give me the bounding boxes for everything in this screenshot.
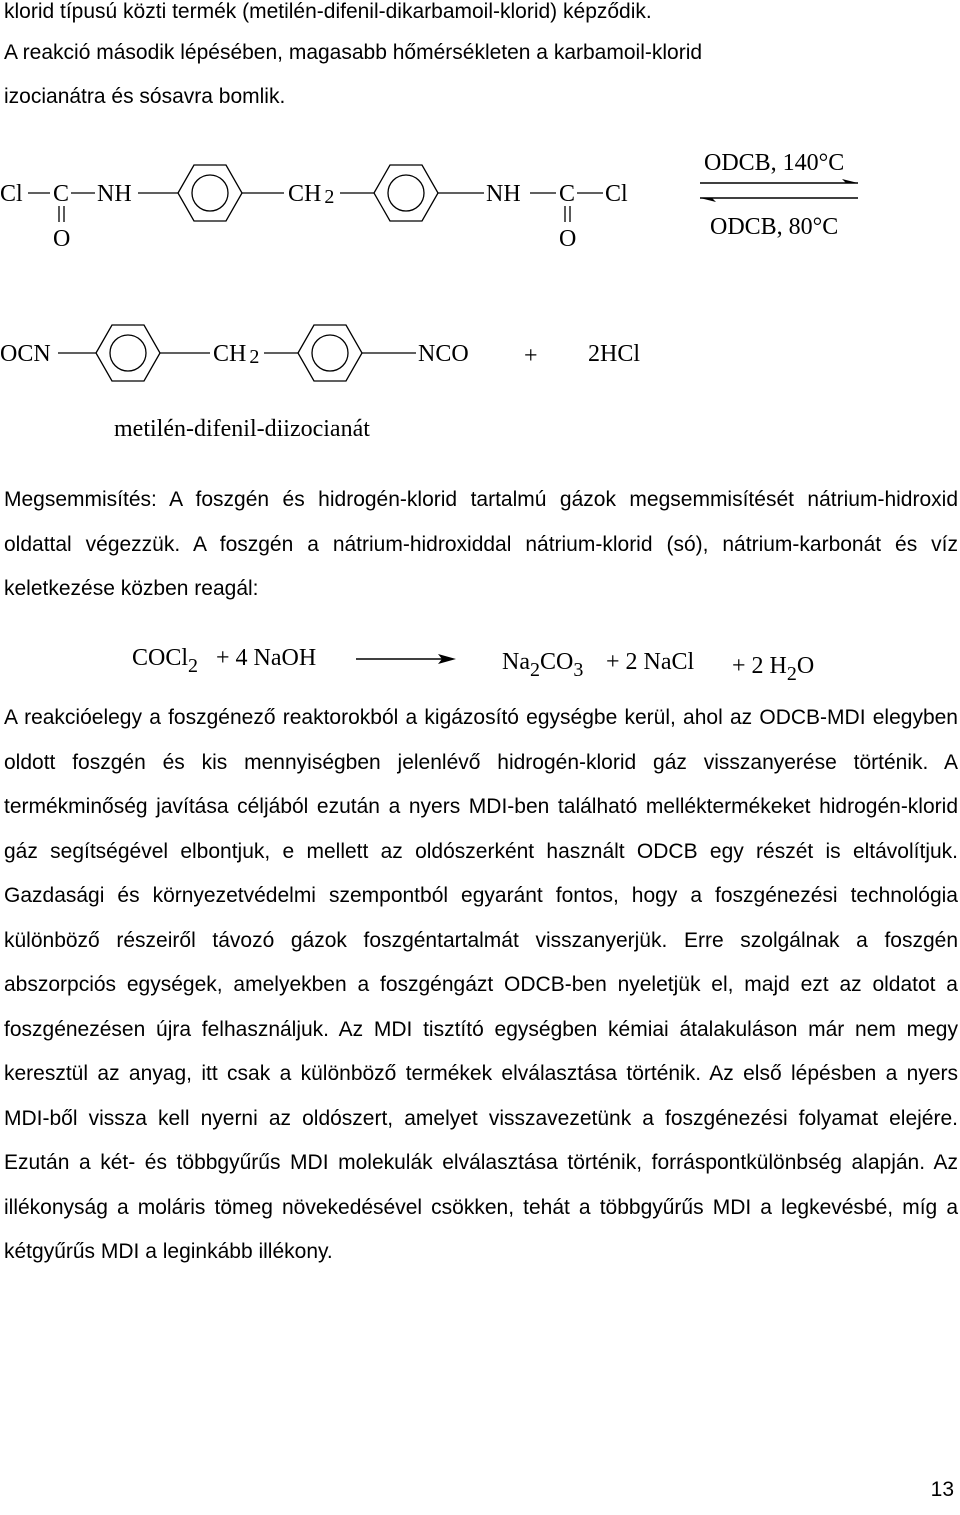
product-na2co3: $Na_2CO_3$: [502, 649, 584, 681]
hcl-label: 2HCl: [588, 341, 641, 367]
page-number: 13: [930, 1478, 954, 1501]
cl-left-label: Cl: [0, 181, 23, 207]
condition-reverse: ODCB, 80°C: [710, 214, 839, 240]
intro-line-1: klorid típusú közti termék (metilén-difenil-dikarbamoil-klorid) képződik.: [4, 0, 652, 23]
reactant-cocl2: COCl$_2$: [132, 645, 199, 677]
plus-sign: +: [524, 343, 538, 369]
product-h2o: + 2 $H_2O$: [732, 653, 815, 685]
reactant-naoh: + 4 NaOH: [216, 645, 317, 671]
cl-right-label: Cl: [605, 181, 628, 207]
reaction-scheme-2: [0, 300, 960, 450]
benzene-ring-icon: [374, 165, 438, 221]
ch2-label: CH 2: [288, 181, 335, 208]
c-left-label: C: [53, 181, 70, 207]
nh-left-label: NH: [97, 181, 132, 207]
nh-right-label: NH: [486, 181, 521, 207]
intro-line-2: A reakció második lépésében, magasabb hőmérsékleten a karbamoil-klorid: [4, 41, 703, 64]
paragraph-main: A reakcióelegy a foszgénező reaktorokból a kigázosító egységbe kerül, ahol az ODCB-MDI elegyben oldott foszgén és kis mennyiségben jelenlévő hidrogén-klorid gáz visszanyerése történik. A termékminőség javítása céljából ezután a nyers MDI-ben található melléktermékeket hidrogén-klorid gáz segítségével elbontjuk, e mellett az oldószerként használt ODCB egy részét is eltávolítjuk. Gazdasági és környezetvédelmi szempontból egyaránt fontos, hogy a foszgénezési technológia különböző részeiről távozó gázok foszgéntartalmát visszanyerjük. Erre szolgálnak a foszgén abszorpciós egységek, amelyekben a foszgéngázt ODCB-ben nyeletjük el, majd ezt az oldatot a foszgénezésen újra felhasználjuk. Az MDI tisztító egységben kémiai átalakuláson már nem megy keresztül az anyag, itt csak a különböző termékek elválasztása történik. Az első lépésben a nyers MDI-ből vissza kell nyerni az oldószert, amelyet visszavezetünk a foszgénezési folyamat elejére. Ezután a két- és többgyűrűs MDI molekulák elválasztása történik, forráspontkülönbség alapján. Az illékonyság a moláris tömeg növekedésével csökken, tehát a többgyűrűs MDI a legkevésbé, míg a kétgyűrűs MDI a leginkább illékony.: [4, 706, 958, 1263]
o-left-label: O: [53, 226, 71, 252]
product-nacl: + 2 NaCl: [606, 649, 695, 675]
reaction-arrow-icon: [356, 654, 456, 664]
ocn-label: OCN: [0, 341, 51, 367]
intro-line-3: izocianátra és sósavra bomlik.: [4, 85, 286, 108]
neutralisation-equation: [0, 635, 960, 695]
intro-paragraph: [4, 31, 958, 119]
compound-name: metilén-difenil-diizocianát: [114, 416, 370, 442]
condition-forward: ODCB, 140°C: [704, 150, 845, 176]
ch2-label: CH 2: [213, 341, 260, 368]
paragraph-destruction: Megsemmisítés: A foszgén és hidrogén-klorid tartalmú gázok megsemmisítését nátrium-hidroxid oldattal végezzük. A foszgén a nátrium-hidroxiddal nátrium-klorid (só), nátrium-karbonát és víz keletkezése közben reagál:: [4, 488, 958, 600]
benzene-ring-icon: [178, 165, 242, 221]
equilibrium-arrow-icon: [700, 179, 858, 202]
benzene-ring-icon: [298, 325, 362, 381]
nco-label: NCO: [418, 341, 469, 367]
benzene-ring-icon: [96, 325, 160, 381]
o-right-label: O: [559, 226, 577, 252]
c-right-label: C: [559, 181, 576, 207]
